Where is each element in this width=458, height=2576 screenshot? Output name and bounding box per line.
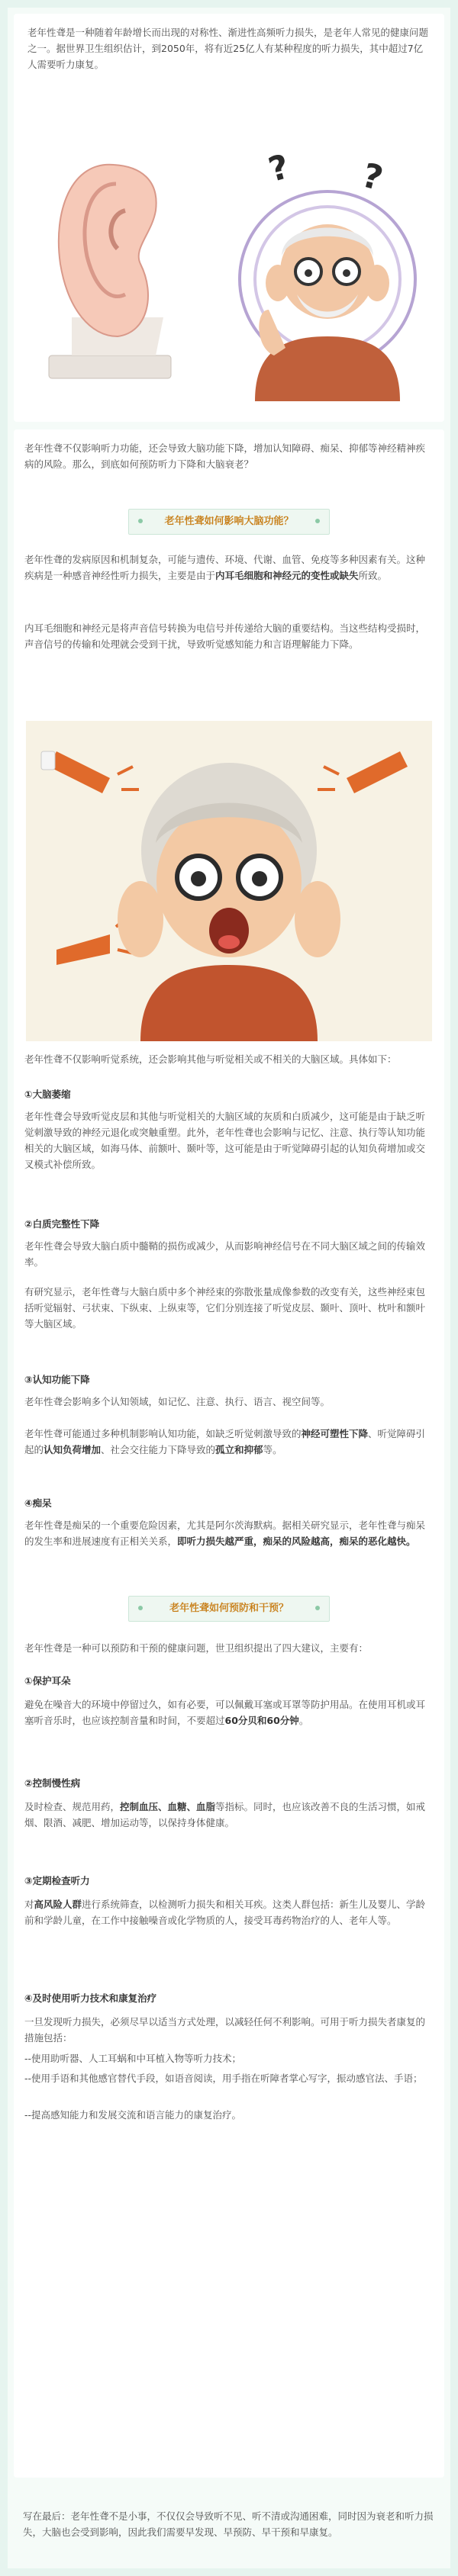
intro-card bbox=[14, 14, 444, 422]
section1-heading: 老年性聋如何影响大脑功能？ bbox=[128, 509, 330, 535]
svg-text:?: ? bbox=[264, 147, 294, 190]
hearing-loss-illustration bbox=[26, 127, 432, 409]
item2-text-2: 有研究显示，老年性聋与大脑白质中多个神经束的弥散张量成像参数的改变有关，这些神经束包括听觉辐射、弓状束、下纵束、上纵束等，它们分别连接了听觉皮层、颞叶、顶叶、枕叶和额叶等大脑区域。 bbox=[24, 1286, 426, 1330]
item4-title: ④痴呆 bbox=[24, 1497, 52, 1509]
prevention-item2-text: 及时检查、规范用药，控制血压、血糖、血脂等指标。同时，也应该改善不良的生活习惯，如戒烟、限酒、减肥、增加运动等，以保持身体健康。 bbox=[24, 1801, 426, 1828]
svg-text:?: ? bbox=[357, 156, 387, 199]
section1-cause-paragraph: 老年性聋的发病原因和机制复杂，可能与遗传、环境、代谢、血管、免疫等多种因素有关。这种疾病是一种感音神经性听力损失，主要是由于内耳毛细胞和神经元的变性或缺失所致。 bbox=[24, 554, 426, 581]
section1-mechanism-paragraph: 内耳毛细胞和神经元是将声音信号转换为电信号并传递给大脑的重要结构。当这些结构受损时，声音信号的传输和处理就会受到干扰，导致听觉感知能力和言语理解能力下降。 bbox=[24, 622, 426, 650]
prevention-item3-text: 对高风险人群进行系统筛查，以检测听力损失和相关耳疾。这类人群包括：新生儿及婴儿、学龄前和学龄儿童，在工作中接触噪音或化学物质的人，接受耳毒药物治疗的人、老年人等。 bbox=[24, 1899, 426, 1926]
section2-intro: 老年性聋是一种可以预防和干预的健康问题，世卫组织提出了四大建议，主要有： bbox=[24, 1642, 369, 1654]
prevention-card bbox=[14, 1577, 444, 2478]
section2-heading: 老年性聋如何预防和干预？ bbox=[128, 1596, 330, 1622]
prevention-item3-title: ③定期检查听力 bbox=[24, 1875, 90, 1886]
ear-and-elder-illustration bbox=[26, 127, 432, 409]
prevention-item4-title: ④及时使用听力技术和康复治疗 bbox=[24, 1992, 157, 2004]
prevention-item1-text: 避免在噪音大的环境中停留过久，如有必要，可以佩戴耳塞或耳罩等防护用品。在使用耳机或耳塞听音乐时，也应该控制音量和时间，不要超过60分贝和60分钟。 bbox=[24, 1699, 426, 1726]
prevention-item1-title: ①保护耳朵 bbox=[24, 1675, 71, 1687]
prevention-item2-title: ②控制慢性病 bbox=[24, 1777, 81, 1789]
shocked-elder-woman-illustration bbox=[26, 721, 432, 1041]
closing-summary: 写在最后：老年性聋不是小事，不仅仅会导致听不见、听不清或沟通困难，同时因为衰老和听力损失，大脑也会受到影响，因此我们需要早发现、早预防、早干预和早康复。 bbox=[23, 2510, 434, 2538]
section1-effects-intro: 老年性聋不仅影响听觉系统，还会影响其他与听觉相关或不相关的大脑区域。具体如下： bbox=[24, 1053, 397, 1065]
item3-text-2: 老年性聋可能通过多种机制影响认知功能，如缺乏听觉刺激导致的神经可塑性下降、听觉障碍引起的认知负荷增加、社会交往能力下降导致的孤立和抑郁等。 bbox=[24, 1428, 426, 1455]
prevention-item4-text: 一旦发现听力损失，必须尽早以适当方式处理，以减轻任何不利影响。可用于听力损失者康复的措施包括： bbox=[24, 2016, 426, 2044]
item2-text: 老年性聋会导致大脑白质中髓鞘的损伤或减少，从而影响神经信号在不同大脑区域之间的传输效率。 bbox=[24, 1240, 426, 1268]
confused-elder-man-illustration bbox=[255, 224, 400, 401]
item1-title: ①大脑萎缩 bbox=[24, 1089, 71, 1100]
rehab-list-item-1: --使用助听器、人工耳蜗和中耳植入物等听力技术； bbox=[24, 2053, 242, 2064]
item3-title: ③认知功能下降 bbox=[24, 1374, 90, 1385]
item2-title: ②白质完整性下降 bbox=[24, 1218, 100, 1230]
item1-text: 老年性聋会导致听觉皮层和其他与听觉相关的大脑区域的灰质和白质减少，这可能是由于缺乏听觉刺激导致的神经元退化或突触重塑。此外，老年性聋也会影响与记忆、注意、执行等认知功能相关的大脑区域，如海马体、前额叶、颞叶等，这可能是由于听觉障碍引起的认知负荷增加或交叉模式补偿所致。 bbox=[24, 1111, 426, 1170]
shocked-woman-illustration-panel bbox=[26, 721, 432, 1041]
rehab-list-item-3: --提高感知能力和发展交流和语言能力的康复治疗。 bbox=[24, 2109, 242, 2121]
ear-model-illustration bbox=[49, 165, 171, 378]
section1-intro: 老年性聋不仅影响听力功能，还会导致大脑功能下降，增加认知障碍、痴呆、抑郁等神经精神疾病的风险。那么，到底如何预防听力下降和大脑衰老？ bbox=[24, 442, 426, 470]
item4-text: 老年性聋是痴呆的一个重要危险因素，尤其是阿尔茨海默病。据相关研究显示，老年性聋与痴呆的发生率和进展速度有正相关关系，即听力损失越严重，痴呆的风险越高，痴呆的恶化越快。 bbox=[24, 1520, 426, 1547]
intro-text: 老年性聋是一种随着年龄增长而出现的对称性、渐进性高频听力损失，是老年人常见的健康问题之一。据世界卫生组织估计，到2050年，将有近25亿人有某种程度的听力损失，其中超过7亿人需要听力康复。 bbox=[27, 27, 429, 70]
article-page bbox=[8, 8, 450, 2568]
rehab-list-item-2: --使用手语和其他感官替代手段，如语音阅读，用手指在听障者掌心写字，振动感官法、手语； bbox=[24, 2073, 423, 2084]
item3-text: 老年性聋会影响多个认知领域，如记忆、注意、执行、语言、视空间等。 bbox=[24, 1396, 331, 1407]
